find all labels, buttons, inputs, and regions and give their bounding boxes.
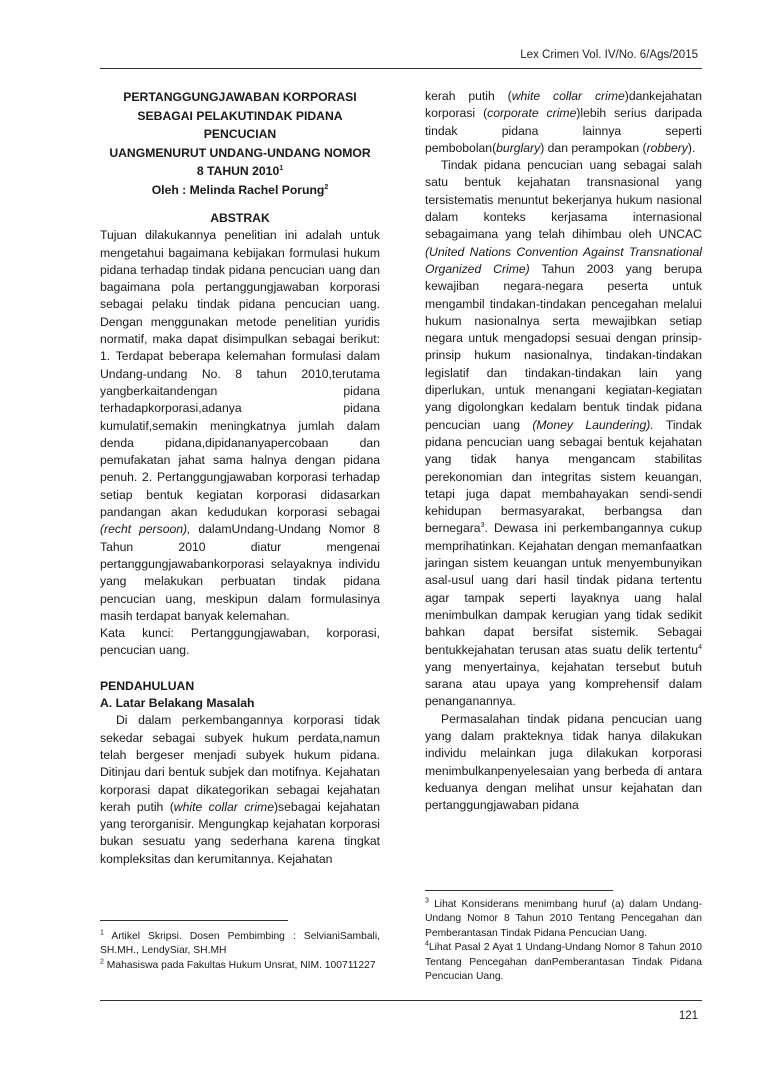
left-column xyxy=(100,88,380,868)
body-segment: )sebagai kejahatan yang terorganisir. Mengungkap kejahatan korporasi bukan sesuatu yang sederhana karena tingkat kompleksitas dan kerumitannya. Kejahatan xyxy=(100,799,380,866)
title-line-text: 8 TAHUN 2010 xyxy=(196,164,280,178)
body-segment: Tindak pidana pencucian uang sebagai salah satu bentuk kejahatan transnasional yang tersistematis menuntut bekerjanya hukum nasional dalam konteks kerjasama internasional sebagaimana yang telah dihimbau oleh UNCAC xyxy=(425,158,702,242)
page-number: 121 xyxy=(678,1010,698,1022)
header-divider xyxy=(100,68,702,69)
body-italic: white collar crime xyxy=(511,89,625,103)
footer-divider xyxy=(100,1000,702,1001)
footnotes-left xyxy=(100,930,380,973)
keywords: Kata kunci: Pertanggungjawaban, korporasi, pencucian uang. xyxy=(100,626,380,658)
title-line: UANGMENURUT UNDANG-UNDANG NOMOR xyxy=(109,145,371,160)
subsection-heading: A. Latar Belakang Masalah xyxy=(100,696,255,711)
paper-title xyxy=(100,88,380,199)
body-paragraph: Permasalahan tindak pidana pencucian uang yang dalam prakteknya tidak hanya dilakukan individu melainkan juga dilakukan korporasi menimbulkanpenyelesaian yang berbeda di antara keduanya dengan melihat unsur kejahatan dan pertanggungjawaban pidana xyxy=(425,711,702,813)
body-segment: )dankejahatan korporasi ( xyxy=(425,89,703,121)
footnote xyxy=(100,959,380,973)
body-italic: corporate crime xyxy=(487,106,577,121)
abstract-italic: (recht persoon), xyxy=(100,522,191,537)
body-paragraph xyxy=(425,88,702,157)
body-segment: ). xyxy=(687,140,696,155)
footnote-mark: 3 xyxy=(425,897,429,905)
footnote-text: Lihat Pasal 2 Ayat 1 Undang-Undang Nomor 8 Tahun 2010 Tentang Pencegahan danPemberantasan Tindak Pidana Pencucian Uang. xyxy=(425,942,702,983)
title-line: SEBAGAI PELAKUTINDAK PIDANA PENCUCIAN xyxy=(137,108,343,141)
body-italic: burglary xyxy=(496,140,541,155)
body-italic: (Money Laundering). xyxy=(532,417,654,432)
title-line xyxy=(100,162,380,181)
body-italic: white collar crime xyxy=(173,799,274,814)
abstract-segment: Tujuan dilakukannya penelitian ini adalah untuk mengetahui bagaimana kebijakan formulasi hukum pidana terhadap tindak pidana pencucian uang dan bagaimana pola pertanggungjawaban korporasi sebagai pelaku tindak pidana pencucian uang. Dengan menggunakan metode penelitian yuridis normatif, maka dapat disimpulkan sebagai berikut: 1. Terdapat beberapa kelemahan formulasi dalam Undang-undang No. 8 tahun 2010,terutama yangberkaitandengan pidana terhadapkorporasi,adanya pidana kumulatif,semakin meningkatnya jumlah dalam denda pidana,dipidananyapercobaan dan pemufakatan jahat sama halnya dengan pidana penuh. 2. Pertanggungjawaban korporasi terhadap setiap bentuk kegiatan korporasi didasarkan pandangan akan kedudukan korporasi sebagai xyxy=(100,228,380,520)
footnotes-right xyxy=(425,898,702,984)
footnote-marker: 2 xyxy=(324,183,329,191)
body-segment: ) dan perampokan ( xyxy=(540,140,647,155)
footnote xyxy=(100,930,380,959)
footnote-mark: 2 xyxy=(100,958,104,966)
footnote-text: Mahasiswa pada Fakultas Hukum Unsrat, NIM. 100711227 xyxy=(103,959,376,971)
body-paragraph xyxy=(425,157,702,711)
section-heading: PENDAHULUAN xyxy=(100,678,195,693)
right-column xyxy=(425,88,702,814)
author-name: Oleh : Melinda Rachel Porung xyxy=(151,182,325,197)
footnote xyxy=(425,941,702,984)
body-segment: kerah putih ( xyxy=(425,89,512,103)
footnote-marker: 4 xyxy=(698,643,702,651)
footnote-text: Artikel Skripsi. Dosen Pembimbing : SelvianiSambali, SH.MH., LendySiar, SH.MH xyxy=(100,931,380,957)
body-segment: )lebih serius daripada tindak pidana lainnya seperti pembobolan( xyxy=(425,106,702,155)
footnote-mark: 4 xyxy=(425,940,429,948)
title-line: PERTANGGUNGJAWABAN KORPORASI xyxy=(123,90,357,104)
footnote xyxy=(425,898,702,941)
author-line xyxy=(100,181,380,200)
intro-paragraph xyxy=(100,712,380,868)
body-segment: yang menyertainya, kejahatan tersebut butuh sarana atau upaya yang komprehensif dalam penanganannya. xyxy=(425,659,702,709)
abstract-heading: ABSTRAK xyxy=(210,211,270,225)
footnote-text: Lihat Konsiderans menimbang huruf (a) dalam Undang-Undang Nomor 8 Tahun 2010 Tentang Pencegahan dan Pemberantasan Tindak Pidana Pencucian Uang. xyxy=(425,899,702,939)
body-segment: Di dalam perkembangannya korporasi tidak sekedar sebagai subyek hukum perdata,namun telah bergeser menjadi subyek hukum pidana. Ditinjau dari bentuk subjek dan motifnya. Kejahatan korporasi dapat dikategorikan sebagai kejahatan kerah putih ( xyxy=(100,713,380,814)
body-segment: Tindak pidana pencucian uang sebagai bentuk kejahatan yang tidak hanya mengancam stabilitas perekonomian dan integritas sistem keuangan, tetapi juga dapat membahayakan sendi-sendi kehidupan bermasyarakat, berbangsa dan bernegara xyxy=(425,417,702,536)
journal-header: Lex Crimen Vol. IV/No. 6/Ags/2015 xyxy=(520,49,698,61)
footnote-divider xyxy=(100,920,288,921)
abstract-text xyxy=(100,227,380,625)
body-segment: Tahun 2003 yang berupa kewajiban negara-negara peserta untuk mengambil tindakan-tindakan pencegahan melalui hukum nasionalnya serta mewajibkan setiap negara untuk mengadopsi sesuai dengan prinsip-prinsip hukum nasionalnya, tindakan-tindakan legislatif dan tindakan-tindakan lain yang diperlukan, untuk menangani kegiatan-kegiatan yang digolongkan kedalam bentuk tindak pidana pencucian uang xyxy=(425,261,702,432)
footnote-mark: 1 xyxy=(100,929,104,937)
abstract-segment: dalamUndang-Undang Nomor 8 Tahun 2010 diatur mengenai pertanggungjawabankorporasi selayaknya individu yang melakukan perbuatan tindak pidana pencucian uang, meskipun dalam formulasinya masih terdapat banyak kelemahan. xyxy=(100,522,380,623)
body-segment: . Dewasa ini perkembangannya cukup memprihatinkan. Kejahatan dengan memanfaatkan jaringan sistem keuangan untuk menyembunyikan asal-usul uang dari hasil tindak pidana tertentu agar tampak seperti layaknya uang halal menimbulkan dampak kerugian yang tidak sedikit bahkan dapat bersifat sistemik. Sebagai bentukkejahatan terusan atas suatu delik tertentu xyxy=(425,521,702,657)
body-italic: robbery xyxy=(646,140,688,155)
footnote-marker: 1 xyxy=(279,164,284,172)
footnote-marker: 3 xyxy=(480,522,485,530)
body-italic: (United Nations Convention Against Transnational Organized Crime) xyxy=(425,244,702,276)
footnote-divider xyxy=(425,890,613,891)
